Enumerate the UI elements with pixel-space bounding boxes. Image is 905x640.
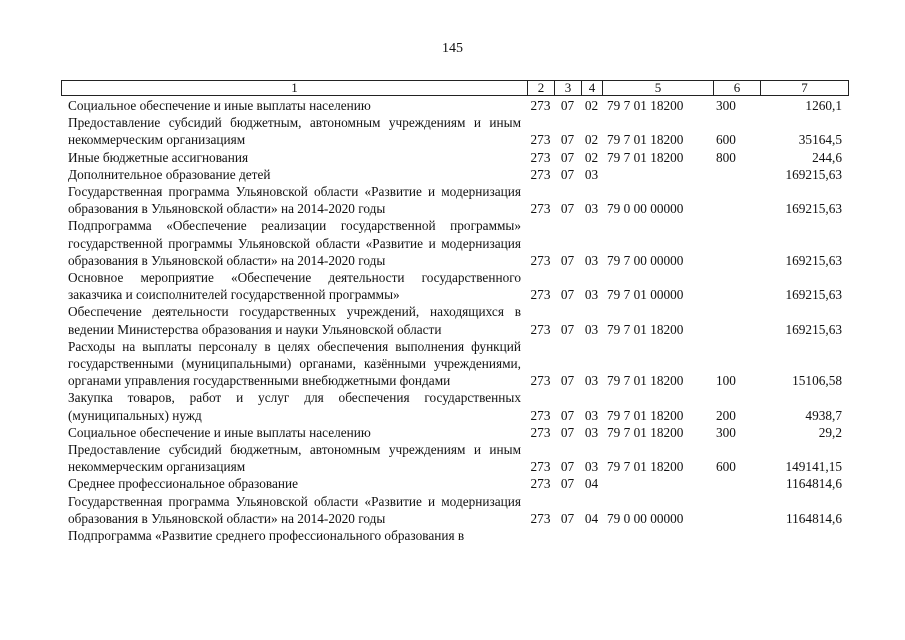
table-row <box>61 493 847 527</box>
row-name: Государственная программа Ульяновской области «Развитие и модернизация образования в Ульяновской области» на 2014-2020 годы <box>68 184 521 217</box>
budget-group-cell: 273 <box>530 98 551 113</box>
header-col-5: 5 <box>603 81 714 95</box>
budget-group-cell: 273 <box>530 459 551 475</box>
table-row <box>61 424 847 441</box>
table-row <box>61 166 847 183</box>
expense-type-cell: 600 <box>716 132 736 148</box>
amount-cell: 169215,63 <box>785 287 842 303</box>
amount-cell: 1164814,6 <box>785 476 842 492</box>
budget-group-cell: 273 <box>530 424 551 440</box>
section-cell: 07 <box>560 459 575 475</box>
expense-type-cell: 600 <box>716 459 736 475</box>
expense-type-cell: 800 <box>716 149 736 165</box>
section-cell: 07 <box>560 407 575 423</box>
subsection-cell: 02 <box>584 98 599 113</box>
target-article-cell: 79 0 00 00000 <box>607 201 684 217</box>
row-name: Социальное обеспечение и иные выплаты населению <box>68 424 371 440</box>
table-row <box>61 114 847 148</box>
subsection-cell: 03 <box>584 166 599 182</box>
target-article-cell: 79 7 01 18200 <box>607 98 684 113</box>
target-article-cell: 79 7 01 18200 <box>607 149 684 165</box>
budget-group-cell: 273 <box>530 510 551 526</box>
table-row <box>61 475 847 492</box>
section-cell: 07 <box>560 476 575 492</box>
target-article-cell: 79 7 01 18200 <box>607 321 684 337</box>
row-name: Обеспечение деятельности государственных учреждений, находящихся в ведении Министерства образования и науки Ульяновской области <box>68 304 521 337</box>
section-cell: 07 <box>560 424 575 440</box>
amount-cell: 35164,5 <box>798 132 842 148</box>
subsection-cell: 03 <box>584 373 599 389</box>
section-cell: 07 <box>560 510 575 526</box>
table-row <box>61 217 847 269</box>
subsection-cell: 03 <box>584 252 599 268</box>
amount-cell: 29,2 <box>818 424 842 440</box>
budget-group-cell: 273 <box>530 373 551 389</box>
row-name: Расходы на выплаты персоналу в целях обеспечения выполнения функций государственными (муниципальными) органами, казёнными учреждениями, органами управления государственными внебюджетными фондами <box>68 338 521 389</box>
table-header <box>61 80 849 96</box>
amount-cell: 169215,63 <box>785 321 842 337</box>
section-cell: 07 <box>560 252 575 268</box>
table-row <box>61 389 847 423</box>
amount-cell: 1260,1 <box>805 98 842 113</box>
section-cell: 07 <box>560 149 575 165</box>
row-name: Государственная программа Ульяновской области «Развитие и модернизация образования в Ульяновской области» на 2014-2020 годы <box>68 493 521 526</box>
budget-group-cell: 273 <box>530 476 551 492</box>
table-row <box>61 269 847 303</box>
budget-group-cell: 273 <box>530 252 551 268</box>
page-number: 145 <box>442 41 463 56</box>
section-cell: 07 <box>560 132 575 148</box>
target-article-cell: 79 7 01 00000 <box>607 287 684 303</box>
header-col-3: 3 <box>555 81 582 95</box>
expense-type-cell: 300 <box>716 98 736 113</box>
subsection-cell: 03 <box>584 424 599 440</box>
table-body <box>61 97 847 544</box>
target-article-cell: 79 7 01 18200 <box>607 407 684 423</box>
expense-type-cell: 200 <box>716 407 736 423</box>
budget-group-cell: 273 <box>530 132 551 148</box>
section-cell: 07 <box>560 98 575 113</box>
table-row <box>61 527 847 544</box>
header-col-7: 7 <box>801 80 808 95</box>
table-row <box>61 97 847 114</box>
table-row <box>61 183 847 217</box>
subsection-cell: 02 <box>584 132 599 148</box>
subsection-cell: 04 <box>584 510 599 526</box>
expense-type-cell: 100 <box>716 373 736 389</box>
row-name: Дополнительное образование детей <box>68 166 271 182</box>
row-name: Предоставление субсидий бюджетным, автономным учреждениям и иным некоммерческим организациям <box>68 442 521 475</box>
row-name: Среднее профессиональное образование <box>68 476 298 492</box>
amount-cell: 4938,7 <box>805 407 842 423</box>
row-name: Иные бюджетные ассигнования <box>68 149 249 165</box>
amount-cell: 169215,63 <box>785 252 842 268</box>
section-cell: 07 <box>560 321 575 337</box>
header-col-1: 1 <box>62 81 528 95</box>
row-name: Подпрограмма «Развитие среднего профессионального образования в <box>68 528 465 544</box>
subsection-cell: 03 <box>584 407 599 423</box>
target-article-cell: 79 7 00 00000 <box>607 252 684 268</box>
header-col-4: 4 <box>582 81 603 95</box>
section-cell: 07 <box>560 166 575 182</box>
target-article-cell: 79 0 00 00000 <box>607 510 684 526</box>
subsection-cell: 03 <box>584 321 599 337</box>
header-col-2: 2 <box>528 81 555 95</box>
budget-group-cell: 273 <box>530 407 551 423</box>
row-name: Закупка товаров, работ и услуг для обеспечения государственных (муниципальных) нужд <box>68 390 521 423</box>
header-col-6: 6 <box>714 81 761 95</box>
budget-group-cell: 273 <box>530 321 551 337</box>
amount-cell: 244,6 <box>812 149 842 165</box>
subsection-cell: 04 <box>584 476 599 492</box>
row-name: Основное мероприятие «Обеспечение деятельности государственного заказчика и соисполнителей государственной программы» <box>68 270 521 303</box>
target-article-cell: 79 7 01 18200 <box>607 424 684 440</box>
amount-cell: 169215,63 <box>785 201 842 217</box>
target-article-cell: 79 7 01 18200 <box>607 132 684 148</box>
subsection-cell: 03 <box>584 287 599 303</box>
amount-cell: 1164814,6 <box>785 510 842 526</box>
amount-cell: 15106,58 <box>792 373 842 389</box>
budget-group-cell: 273 <box>530 149 551 165</box>
row-name: Социальное обеспечение и иные выплаты населению <box>68 98 371 113</box>
target-article-cell: 79 7 01 18200 <box>607 459 684 475</box>
table-row <box>61 303 847 337</box>
table-row <box>61 441 847 475</box>
table-row <box>61 149 847 166</box>
section-cell: 07 <box>560 373 575 389</box>
budget-group-cell: 273 <box>530 287 551 303</box>
section-cell: 07 <box>560 287 575 303</box>
subsection-cell: 03 <box>584 201 599 217</box>
amount-cell: 169215,63 <box>785 166 842 182</box>
subsection-cell: 02 <box>584 149 599 165</box>
row-name: Подпрограмма «Обеспечение реализации государственной программы» государственной программы Ульяновской области «Развитие и модернизация образования в Ульяновской области» на 2014-2020 годы <box>68 218 521 268</box>
table-row <box>61 338 847 390</box>
row-name: Предоставление субсидий бюджетным, автономным учреждениям и иным некоммерческим организациям <box>68 115 521 148</box>
subsection-cell: 03 <box>584 459 599 475</box>
amount-cell: 149141,15 <box>785 459 842 475</box>
budget-group-cell: 273 <box>530 166 551 182</box>
target-article-cell: 79 7 01 18200 <box>607 373 684 389</box>
section-cell: 07 <box>560 201 575 217</box>
budget-group-cell: 273 <box>530 201 551 217</box>
expense-type-cell: 300 <box>716 424 736 440</box>
